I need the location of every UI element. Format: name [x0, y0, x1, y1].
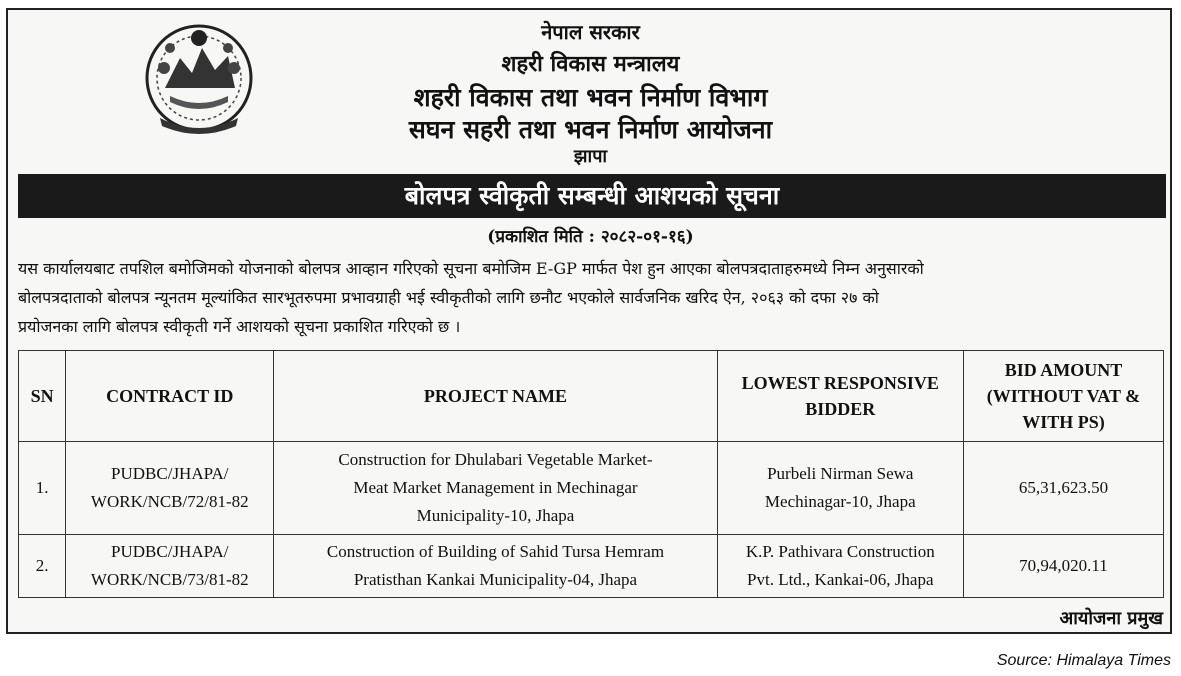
- project-office-heading: सघन सहरी तथा भवन निर्माण आयोजना: [408, 115, 773, 144]
- bid-table: [18, 350, 1164, 598]
- cell-project-name: [274, 442, 717, 535]
- notice-body: [18, 254, 1168, 341]
- cell-amount: 70,94,020.11: [963, 535, 1163, 598]
- government-heading: नेपाल सरकार: [541, 20, 640, 44]
- header-sn: SN: [19, 351, 66, 442]
- header-amount-line: BID AMOUNT: [1004, 360, 1123, 380]
- cell-sn: 1.: [19, 442, 66, 535]
- bidder-line: Mechinagar-10, Jhapa: [764, 492, 916, 511]
- notice-body-line: यस कार्यालयबाट तपशिल बमोजिमको योजनाको बोलपत्र आव्हान गरिएको सूचना बमोजिम E-GP मार्फत पेश हुन आएका बोलपत्रदाताहरुमध्ये निम्न अनुसारको: [18, 259, 924, 278]
- cell-bidder: [717, 442, 963, 535]
- table-row: [19, 535, 1164, 598]
- project-line: Construction for Dhulabari Vegetable Market-: [338, 450, 653, 469]
- cell-contract-id: [66, 442, 274, 535]
- project-line: Pratisthan Kankai Municipality-04, Jhapa: [353, 570, 638, 589]
- header-bidder-line: LOWEST RESPONSIVE: [741, 373, 939, 393]
- notice-title-banner: बोलपत्र स्वीकृती सम्बन्धी आशयको सूचना: [18, 174, 1166, 218]
- contract-id-line: PUDBC/JHAPA/: [111, 542, 229, 561]
- bidder-line: Pvt. Ltd., Kankai-06, Jhapa: [747, 570, 934, 589]
- cell-sn: 2.: [19, 535, 66, 598]
- notice-body-line: बोलपत्रदाताको बोलपत्र न्यूनतम मूल्यांकित सारभूतरुपमा प्रभावग्राही भई स्वीकृतीको लागि छनौट भएकोले सार्वजनिक खरिद ऐन, २०६३ को दफा २७ को: [18, 288, 879, 307]
- notice-body-line: प्रयोजनका लागि बोलपत्र स्वीकृती गर्ने आशयको सूचना प्रकाशित गरिएको छ ।: [18, 317, 461, 336]
- project-line: Municipality-10, Jhapa: [416, 506, 575, 525]
- header-amount-line: (WITHOUT VAT &: [986, 386, 1141, 406]
- contract-id-line: WORK/NCB/72/81-82: [90, 492, 249, 511]
- signature-project-chief: आयोजना प्रमुख: [1059, 608, 1163, 629]
- cell-project-name: [274, 535, 717, 598]
- bidder-line: K.P. Pathivara Construction: [745, 542, 935, 561]
- contract-id-line: PUDBC/JHAPA/: [111, 464, 229, 483]
- header-amount-line: WITH PS): [1022, 412, 1105, 432]
- department-heading: शहरी विकास तथा भवन निर्माण विभाग: [413, 83, 768, 112]
- table-header-row: [19, 351, 1164, 442]
- cell-amount: 65,31,623.50: [963, 442, 1163, 535]
- ministry-heading: शहरी विकास मन्त्रालय: [501, 51, 680, 77]
- cell-contract-id: [66, 535, 274, 598]
- project-line: Meat Market Management in Mechinagar: [353, 478, 638, 497]
- source-credit: Source: Himalaya Times: [996, 652, 1171, 669]
- header-contract-id: CONTRACT ID: [66, 351, 274, 442]
- contract-id-line: WORK/NCB/73/81-82: [90, 570, 249, 589]
- published-date: (प्रकाशित मिति : २०८२-०१-१६): [487, 227, 694, 247]
- project-line: Construction of Building of Sahid Tursa Hemram: [326, 542, 665, 561]
- header-project-name: PROJECT NAME: [274, 351, 717, 442]
- district-heading: झापा: [573, 146, 608, 167]
- header-bidder-line: BIDDER: [805, 399, 876, 419]
- header-bidder: [717, 351, 963, 442]
- bidder-line: Purbeli Nirman Sewa: [767, 464, 914, 483]
- table-row: [19, 442, 1164, 535]
- header-bid-amount: [963, 351, 1163, 442]
- cell-bidder: [717, 535, 963, 598]
